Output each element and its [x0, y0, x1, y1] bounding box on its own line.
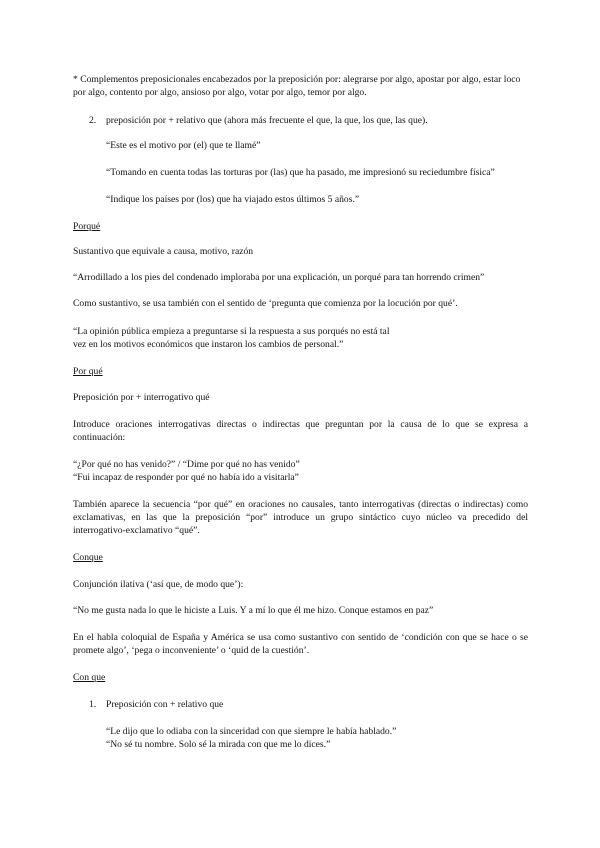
- example-quote-line: “La opinión pública empieza a preguntarse si la respuesta a sus porqués no está tal: [73, 326, 390, 337]
- intro-paragraph: * Complementos preposicionales encabezados por la preposición por: alegrarse por algo, apostar por algo, estar loco por algo, contento por algo, ansioso por algo, votar por algo, temor por algo.: [73, 74, 521, 98]
- section-heading-con-que: Con que: [73, 672, 106, 683]
- definition: Conjunción ilativa (‘así que, de modo que’):: [73, 579, 244, 590]
- definition: Sustantivo que equivale a causa, motivo, razón: [73, 246, 254, 257]
- example-quote: “Este es el motivo por (el) que te llamé”: [106, 140, 261, 151]
- usage-note: También aparece la secuencia “por qué” en oraciones no causales, tanto interrogativas (directas o indirectas) como exclamativas, en las que la preposición “por” introduce un grupo sintáctico cuyo núcleo va precedido del interrogativo-exclamativo “qué”.: [73, 499, 528, 536]
- example-quote-line: “Fui incapaz de responder por qué no había ido a visitarla”: [73, 472, 299, 483]
- section-heading-por-que: Por qué: [73, 366, 103, 377]
- example-quote: “No sé tu nombre. Solo sé la mirada con que me lo dices.”: [106, 739, 331, 750]
- example-quote: “Indique los países por (los) que ha viajado estos últimos 5 años.”: [106, 194, 360, 205]
- example-quote: “Arrodillado a los pies del condenado imploraba por una explicación, un porqué para tan horrendo crimen”: [73, 272, 485, 283]
- example-quote-line: vez en los motivos económicos que instaron los cambios de personal.”: [73, 339, 344, 350]
- usage-note: En el habla coloquial de España y América se usa como sustantivo con sentido de ‘condición con que se hace o se promete algo’, ‘pega o inconveniente’ o ‘quid de la cuestión’.: [73, 632, 528, 656]
- example-quote: “No me gusta nada lo que le hiciste a Luis. Y a mí lo que él me hizo. Conque estamos en paz”: [73, 605, 434, 616]
- list-number-1: 1.: [89, 699, 97, 710]
- section-heading-porque: Porqué: [73, 221, 101, 232]
- example-quote-line: “¿Por qué no has venido?” / “Dime por qué no has venido”: [73, 459, 300, 470]
- list-number-2: 2.: [89, 115, 97, 126]
- section-heading-conque: Conque: [73, 552, 103, 563]
- list-item-1-text: Preposición con + relativo que: [106, 699, 224, 710]
- example-quote: “Le dijo que lo odiaba con la sinceridad con que siempre le había hablado.”: [106, 726, 397, 737]
- example-quote: “Tomando en cuenta todas las torturas por (las) que ha pasado, me impresionó su reciedumbre física”: [106, 167, 495, 178]
- description: Introduce oraciones interrogativas directas o indirectas que preguntan por la causa de lo que se expresa a continuación:: [73, 419, 528, 443]
- usage-note: Como sustantivo, se usa también con el sentido de ‘pregunta que comienza por la locución por qué’.: [73, 298, 458, 309]
- list-item-2-text: preposición por + relativo que (ahora más frecuente el que, la que, los que, las que).: [106, 115, 428, 126]
- definition: Preposición por + interrogativo qué: [73, 392, 210, 403]
